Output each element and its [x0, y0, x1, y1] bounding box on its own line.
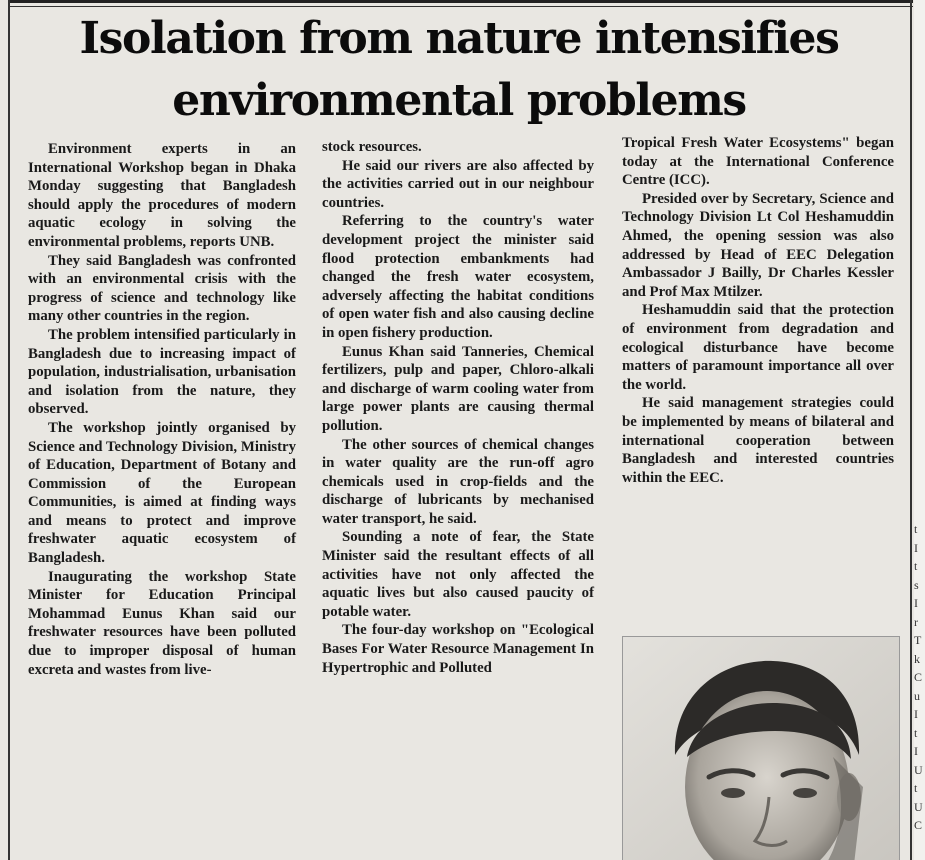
column3-paragraph: Presided over by Secretary, Science and Technology Division Lt Col Heshamuddin Ahmed, the opening session was also addressed by Head of EEC Delegation Ambassador J Bailly, Dr Charles Kessler and Prof Max Mtilzer. [622, 190, 894, 300]
adjacent-column-fragment [914, 0, 925, 860]
column3-continuation: Tropical Fresh Water Ecosystems" began today at the International Conference Centre (ICC). [622, 135, 894, 189]
headline-line-1: Isolation from nature intensifies [79, 13, 839, 64]
left-border-rule [8, 0, 10, 860]
top-border-rule [8, 0, 913, 3]
column2-continuation: stock resources. [322, 139, 422, 155]
fragment-line: U [914, 799, 923, 814]
fragment-line: I [914, 744, 918, 758]
column1-paragraph: The workshop jointly organised by Science and Technology Division, Ministry of Education, Department of Botany and Commission of the European Communities, is aimed at finding ways and means to protect and improve freshwater aquatic ecosystem of Bangladesh. [28, 419, 296, 567]
column1-paragraph: Inaugurating the workshop State Minister for Education Principal Mohammad Eunus Khan said our freshwater resources have been polluted due to improper disposal of human excreta and wastes from live- [28, 568, 296, 678]
column3-paragraph: Heshamuddin said that the protection of environment from degradation and ecological disturbance have become matters of paramount importance all over the world. [622, 302, 894, 393]
headline-line-2: environmental problems [172, 75, 746, 126]
article-column-1 [28, 140, 296, 679]
article-headline [14, 8, 904, 132]
fragment-line: t [914, 559, 918, 573]
fragment-line: k [914, 651, 920, 666]
right-border-rule [910, 0, 912, 860]
article-column-3 [622, 134, 894, 487]
fragment-line: t [914, 725, 918, 740]
column1-paragraph: They said Bangladesh was confronted with an environmental crisis with the progress of science and technology like many other countries in the region. [28, 252, 296, 325]
portrait-image [623, 637, 899, 860]
column2-paragraph: He said our rivers are also affected by the activities carried out in our neighbour countries. [322, 157, 594, 211]
column2-paragraph: The other sources of chemical changes in water quality are the run-off agro chemicals used in crop-fields and the discharge of lubricants by mechanised water transport, he said. [322, 436, 594, 527]
fragment-line: C [914, 670, 923, 684]
fragment-line: u [914, 688, 920, 703]
fragment-line: r [914, 614, 918, 629]
column1-paragraph: The problem intensified particularly in Bangladesh due to increasing impact of population, industrialisation, urbanisation and isolation from the nature, they observed. [28, 326, 296, 418]
column3-paragraph: He said management strategies could be implemented by means of bilateral and international cooperation between Bangladesh and interested countries within the EEC. [622, 395, 894, 486]
fragment-line: U [914, 762, 923, 777]
column2-paragraph: The four-day workshop on "Ecological Bases For Water Resource Management In Hypertrophic and Polluted [322, 622, 594, 676]
fragment-line: t [914, 781, 918, 795]
fragment-line: T [914, 633, 922, 647]
column2-paragraph: Referring to the country's water development project the minister said flood protection embankments had changed the fresh water ecosystem, adversely affecting the habitat conditions of open water fish and also causing decline in open fishery production. [322, 213, 594, 341]
top-border-rule-thin [8, 6, 913, 7]
column2-paragraph: Sounding a note of fear, the State Minister said the resultant effects of all activities have not only affected the aquatic lives but also caused paucity of potable water. [322, 529, 594, 620]
fragment-line: I [914, 596, 918, 610]
column2-paragraph: Eunus Khan said Tanneries, Chemical fertilizers, pulp and paper, Chloro-alkali and discharge of warm cooling water from large power plants are causing thermal pollution. [322, 343, 594, 434]
fragment-line: s [914, 577, 919, 592]
portrait-photo [622, 636, 900, 860]
column1-paragraph: Environment experts in an International Workshop began in Dhaka Monday suggesting that Bangladesh should apply the procedures of modern aquatic ecology in solving the environmental problems, reports UNB. [28, 141, 296, 250]
fragment-line: t [914, 522, 918, 536]
article-column-2 [322, 138, 594, 677]
fragment-line: C [914, 818, 923, 832]
fragment-line: I [914, 540, 918, 555]
fragment-line: I [914, 707, 918, 721]
